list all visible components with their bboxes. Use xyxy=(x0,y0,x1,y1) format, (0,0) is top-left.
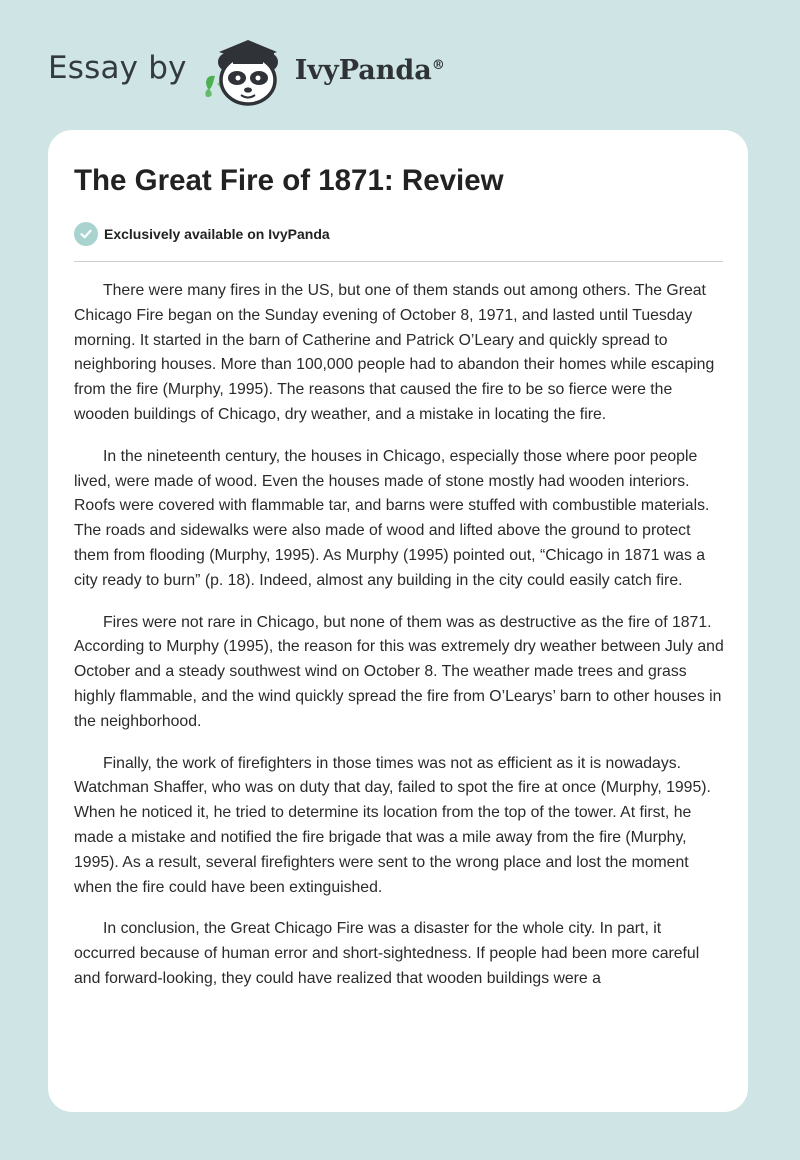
paragraph: There were many fires in the US, but one of them stands out among others. The Great Chicago Fire began on the Sunday evening of October 8, 1971, and lasted until Tuesday morning. It started in the barn of Catherine and Patrick O’Leary and quickly spread to neighboring houses. More than 100,000 people had to abandon their homes while escaping from the fire (Murphy, 1995). The reasons that caused the fire to be so fierce were the wooden buildings of Chicago, dry weather, and a mistake in locating the fire. xyxy=(74,282,715,423)
paragraph: Finally, the work of firefighters in those times was not as efficient as it is nowadays. Watchman Shaffer, who was on duty that day, failed to spot the fire at once (Murphy, 1995). When he noticed it, he tried to determine its location from the top of the tower. At first, he made a mistake and notified the fire brigade that was a mile away from the fire (Murphy, 1995). As a result, several firefighters were sent to the wrong place and lost the moment when the fire could have been extinguished. xyxy=(74,754,711,896)
page-title: The Great Fire of 1871: Review xyxy=(74,164,504,197)
essay-by-label: Essay by xyxy=(48,50,187,86)
paragraph: In conclusion, the Great Chicago Fire was a disaster for the whole city. In part, it occurred because of human error and short-sightedness. If people had been more careful and forward-looking, they could have realized that wooden buildings were a xyxy=(74,920,700,987)
site-header xyxy=(48,30,445,110)
panda-graduation-cap-icon xyxy=(201,30,293,110)
check-circle-icon xyxy=(74,222,98,246)
exclusive-badge-label: Exclusively available on IvyPanda xyxy=(104,226,330,242)
brand-name: IvyPanda® xyxy=(294,54,445,86)
divider xyxy=(74,261,723,262)
paragraph: Fires were not rare in Chicago, but none of them was as destructive as the fire of 1871. According to Murphy (1995), the reason for this was extremely dry weather between July and October and a steady southwest wind on October 8. The weather made trees and grass highly flammable, and the wind quickly spread the fire from O’Learys’ barn to other houses in the neighborhood. xyxy=(74,613,724,730)
exclusive-badge xyxy=(74,222,330,246)
essay-card xyxy=(48,130,748,1112)
paragraph: In the nineteenth century, the houses in Chicago, especially those where poor people lived, were made of wood. Even the houses made of stone mostly had wooden interiors. Roofs were covered with flammable tar, and barns were stuffed with combustible materials. The roads and sidewalks were also made of wood and lifted above the ground to protect them from flooding (Murphy, 1995). As Murphy (1995) pointed out, “Chicago in 1871 was a city ready to burn” (p. 18). Indeed, almost any building in the city could easily catch fire. xyxy=(74,447,710,589)
trademark-symbol: ® xyxy=(431,57,445,73)
essay-body xyxy=(74,279,726,1009)
